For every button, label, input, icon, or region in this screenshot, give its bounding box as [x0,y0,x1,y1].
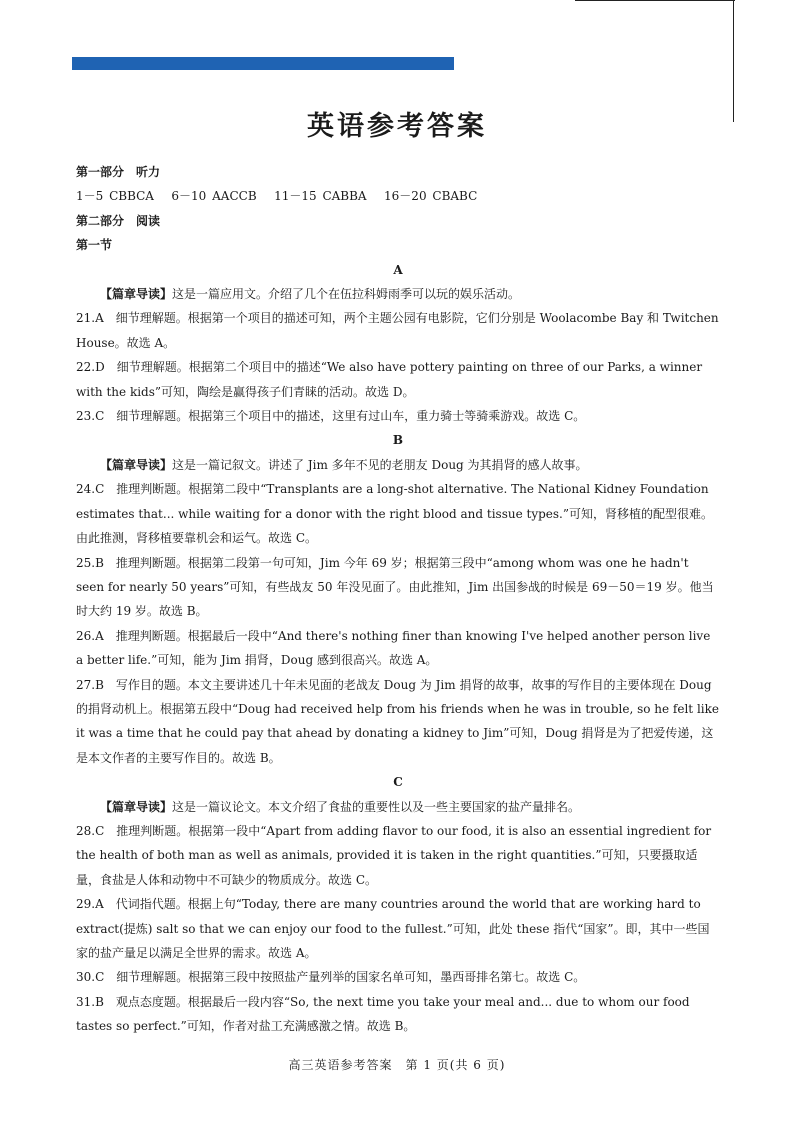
passage-letter: A [393,262,403,277]
answer-explanation: 推理判断题。根据第二段第一句可知，Jim 今年 69 岁；根据第三段中“among whom was one he hadn't seen for nearly 50 years”可知，有些战友 50 年没见面了。由此推知，Jim 出国参战的时候是 69－50＝19 岁。他当时大约 19 岁。故选 B。 [76,555,714,619]
part2-name: 阅读 [136,213,161,228]
passage-letter: C [393,775,403,790]
guide-tag: 【篇章导读】 [100,287,173,302]
part2-header [76,209,720,233]
answer-explanation: 推理判断题。根据第一段中“Apart from adding flavor to our food, it is also an essential ingredient for the health of both man as well as animals, provided it is taken in the right quantities.”可知，只要摄取适量，食盐是人体和动物中不可缺少的物质成分。故选 C。 [76,823,712,887]
question-number: 22. [76,360,96,375]
question-number: 29. [76,897,96,912]
answer-item [76,477,720,550]
answer-letter: B [95,555,104,570]
answer-explanation: 推理判断题。根据最后一段中“And there's nothing finer than knowing I've helped another person live a better life.”可知，能为 Jim 捐肾，Doug 感到很高兴。故选 A。 [76,628,711,668]
answer-letter: C [95,823,105,838]
answer-item [76,819,720,892]
answer-explanation: 观点态度题。根据最后一段内容“So, the next time you take your meal and... due to whom our food tastes so perfect.”可知，作者对盐工充满感激之情。故选 B。 [76,994,690,1034]
answer-explanation: 写作目的题。本文主要讲述几十年未见面的老战友 Doug 为 Jim 捐肾的故事，故事的写作目的主要体现在 Doug 的捐肾动机上。根据第五段中“Doug had received help from his friends when he was in trouble, so he felt like it was a time that he could pay that ahead by donating a kidney to Jim”可知，Doug 捐肾是为了把爱传递，这是本文作者的主要写作目的。故选 B。 [76,677,719,765]
answer-explanation: 细节理解题。根据第一个项目的描述可知，两个主题公园有电影院，它们分别是 Woolacombe Bay 和 Twitchen House。故选 A。 [76,311,719,350]
answer-explanation: 细节理解题。根据第三段中按照盐产量列举的国家名单可知，墨西哥排名第七。故选 C。 [116,970,586,985]
answer-item [76,355,720,404]
answer-letter: B [95,677,104,692]
passage-guide [76,282,720,306]
header-accent-bar [72,57,454,70]
part1-label: 第一部分 [76,165,125,179]
passage-guide [76,795,720,819]
question-number: 21. [76,311,96,326]
question-number: 23. [76,409,96,424]
answer-letter: A [95,311,104,326]
question-number: 26. [76,628,96,643]
question-number: 24. [76,482,96,497]
answer-item [76,673,720,771]
passage-letter: B [392,433,404,448]
question-number: 30. [76,970,96,985]
part2-label: 第二部分 [76,213,125,228]
page-footer: 高三英语参考答案 第 1 页(共 6 页) [288,1058,506,1072]
guide-text: 这是一篇记叙文。讲述了 Jim 多年不见的老朋友 Doug 为其捐肾的感人故事。 [172,457,588,472]
answer-letter: A [95,897,104,912]
guide-text: 这是一篇应用文。介绍了几个在伍拉科姆雨季可以玩的娱乐活动。 [172,287,521,302]
question-number: 25. [76,555,96,570]
listening-answers: 1－5 CBBCA 6－10 AACCB 11－15 CABBA 16－20 CBABC [76,189,478,204]
corner-mark-horizontal [575,0,735,1]
answer-letter: B [95,994,104,1009]
answer-letter: C [95,409,105,424]
answer-item [76,624,720,673]
part1-name: 听力 [136,165,161,179]
answer-explanation: 代词指代题。根据上句“Today, there are many countries around the world that are working hard to extract(提炼) salt so that we can enjoy our food to the fullest.”可知，此处 these 指代“国家”。即，其中一些国家的盐产量足以满足全世界的需求。故选 A。 [76,897,710,960]
answer-letter: A [95,628,104,643]
answer-item [76,990,720,1039]
answer-letter: D [95,360,105,375]
guide-tag: 【篇章导读】 [100,799,173,814]
page-title: 英语参考答案 [307,111,487,142]
guide-text: 这是一篇议论文。本文介绍了食盐的重要性以及一些主要国家的盐产量排名。 [172,799,581,814]
answer-item [76,551,720,624]
answer-letter: C [95,482,105,497]
passage-guide [76,453,720,477]
question-number: 31. [76,994,96,1009]
question-number: 28. [76,823,96,838]
part1-header [76,160,720,184]
answer-explanation: 细节理解题。根据第二个项目中的描述“We also have pottery painting on three of our Parks, a winner with the kids”可知，陶绘是赢得孩子们青睐的活动。故选 D。 [76,360,703,399]
answer-content [76,160,720,1039]
answer-letter: C [95,970,105,985]
answer-item [76,404,720,428]
section-1-header: 第一节 [76,238,113,253]
answer-explanation: 推理判断题。根据第二段中“Transplants are a long-shot alternative. The National Kidney Foundation estimates that... while waiting for a donor with the right blood and tissue types.”可知，肾移植的配型很难。由此推测，肾移植要靠机会和运气。故选 C。 [76,482,713,546]
answer-item [76,965,720,989]
answer-item [76,306,720,355]
guide-tag: 【篇章导读】 [100,457,173,472]
question-number: 27. [76,677,96,692]
answer-explanation: 细节理解题。根据第三个项目中的描述，这里有过山车，重力骑士等骑乘游戏。故选 C。 [116,409,586,424]
answer-item [76,892,720,965]
